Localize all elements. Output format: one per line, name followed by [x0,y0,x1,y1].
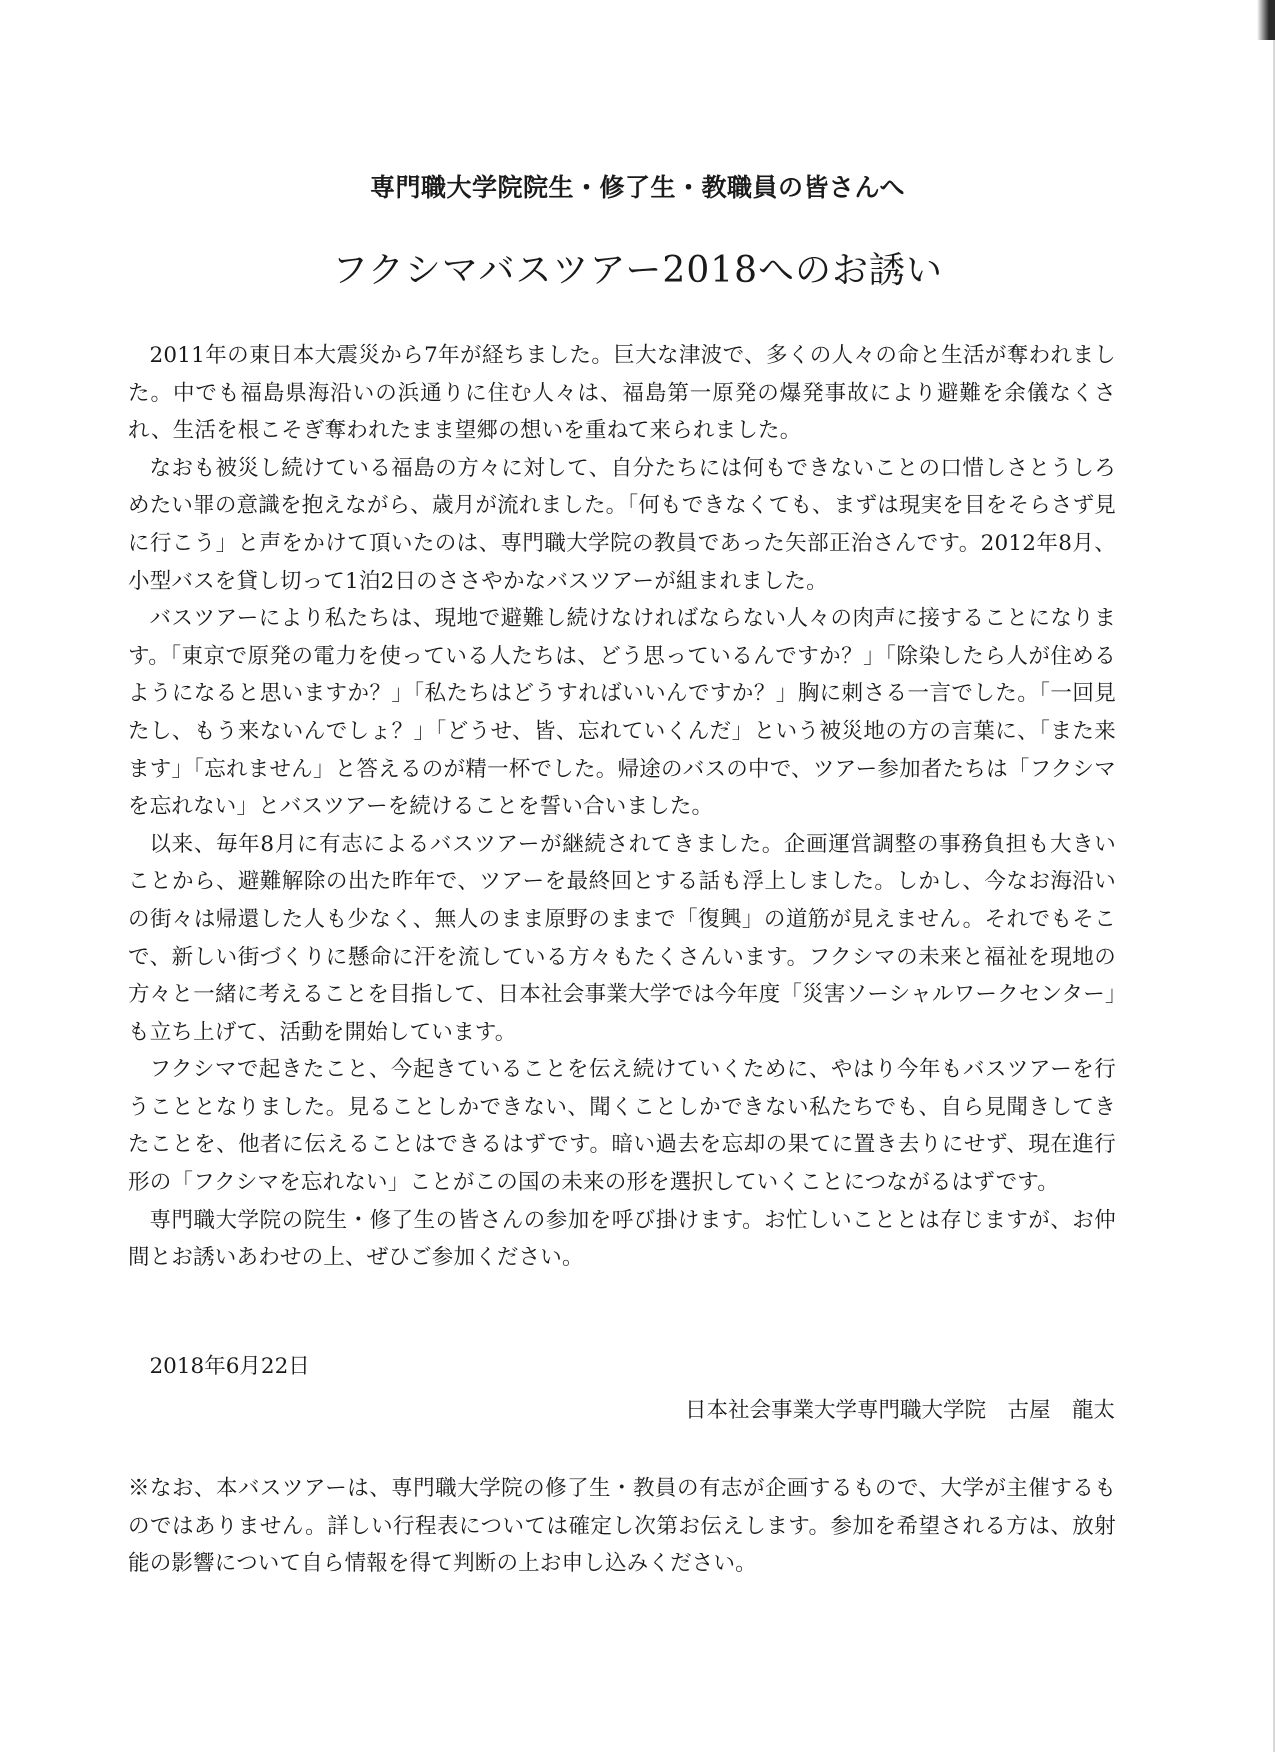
paragraph-3: バスツアーにより私たちは、現地で避難し続けなければならない人々の肉声に接することになります。「東京で原発の電力を使っている人たちは、どう思っているんですか？」「除染したら人が住めるようになると思いますか？」「私たちはどうすればいいんですか？」胸に刺さる一言でした。「一回見たし、もう来ないんでしょ？」「どうせ、皆、忘れていくんだ」という被災地の方の言葉に、「また来ます」「忘れません」と答えるのが精一杯でした。帰途のバスの中で、ツアー参加者たちは「フクシマを忘れない」とバスツアーを続けることを誓い合いました。 [128,606,1116,820]
document-body [128,337,1116,1277]
paragraph-6: 専門職大学院の院生・修了生の皆さんの参加を呼び掛けます。お忙しいこととは存じますが、お仲間とお誘いあわせの上、ぜひご参加ください。 [128,1207,1116,1271]
document-subtitle: 専門職大学院院生・修了生・教職員の皆さんへ [369,173,905,202]
document-title: フクシマバスツアー2018へのお誘い [331,250,944,291]
paragraph-1: 2011年の東日本大震災から7年が経ちました。巨大な津波で、多くの人々の命と生活が奪われました。中でも福島県海沿いの浜通りに住む人々は、福島第一原発の爆発事故により避難を余儀なくされ、生活を根こそぎ奪われたまま望郷の想いを重ねて来られました。 [128,343,1116,444]
document-signature: 日本社会事業大学専門職大学院 古屋 龍太 [684,1398,1115,1423]
paragraph-5: フクシマで起きたこと、今起きていることを伝え続けていくために、やはり今年もバスツアーを行うこととなりました。見ることしかできない、聞くことしかできない私たちでも、自ら見聞きしてきたことを、他者に伝えることはできるはずです。暗い過去を忘却の果てに置き去りにせず、現在進行形の「フクシマを忘れない」ことがこの国の未来の形を選択していくことにつながるはずです。 [128,1057,1116,1196]
document-note: ※なお、本バスツアーは、専門職大学院の修了生・教員の有志が企画するもので、大学が主催するものではありません。詳しい行程表については確定し次第お伝えします。参加を希望される方は、放射能の影響について自ら情報を得て判断の上お申し込みください。 [128,1476,1116,1577]
paragraph-2: なおも被災し続けている福島の方々に対して、自分たちには何もできないことの口惜しさとうしろめたい罪の意識を抱えながら、歳月が流れました。「何もできなくても、まずは現実を目をそらさず見に行こう」と声をかけて頂いたのは、専門職大学院の教員であった矢部正治さんです。2012年8月、小型バスを貸し切って1泊2日のささやかなバスツアーが組まれました。 [128,455,1116,594]
document-date: 2018年6月22日 [149,1354,310,1379]
paragraph-4: 以来、毎年8月に有志によるバスツアーが継続されてきました。企画運営調整の事務負担も大きいことから、避難解除の出た昨年で、ツアーを最終回とする話も浮上しました。しかし、今なお海沿いの街々は帰還した人も少なく、無人のまま原野のままで「復興」の道筋が見えません。それでもそこで、新しい街づくりに懸命に汗を流している方々もたくさんいます。フクシマの未来と福祉を現地の方々と一緒に考えることを目指して、日本社会事業大学では今年度「災害ソーシャルワークセンター」も立ち上げて、活動を開始しています。 [128,831,1116,1045]
scan-edge [1257,0,1275,40]
